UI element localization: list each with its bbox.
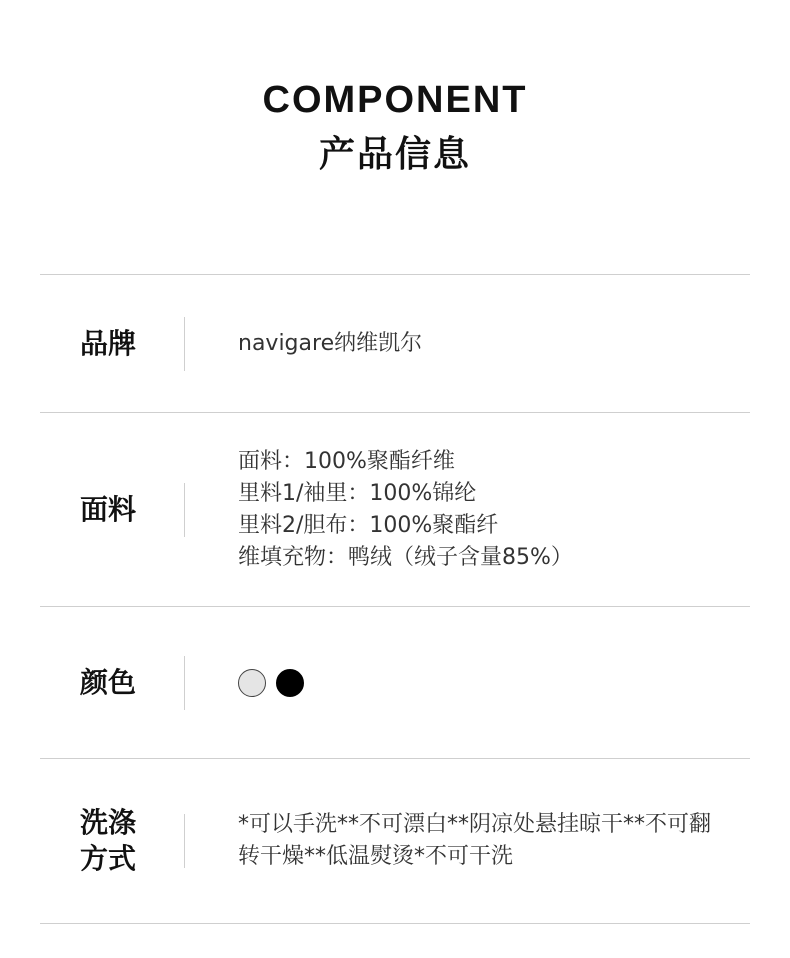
fabric-line-lining1: 里料1/袖里：100%锦纶 xyxy=(238,480,477,506)
brand-label: 品牌 xyxy=(80,326,137,360)
fabric-value-cell xyxy=(238,413,730,606)
row-fabric xyxy=(40,412,750,606)
color-label: 颜色 xyxy=(80,665,137,699)
fabric-line-lining2: 里料2/胆布：100%聚酯纤 xyxy=(238,512,499,538)
care-value-cell xyxy=(238,759,730,923)
title-english: COMPONENT xyxy=(262,79,528,121)
title-chinese: 产品信息 xyxy=(318,134,471,175)
row-divider xyxy=(184,814,185,868)
row-divider xyxy=(184,483,185,537)
row-divider xyxy=(184,656,185,710)
color-swatches xyxy=(238,669,730,697)
product-info-table xyxy=(40,274,750,924)
care-label-line1: 洗涤 xyxy=(80,806,137,839)
fabric-label: 面料 xyxy=(80,492,137,526)
care-label-line2: 方式 xyxy=(80,842,137,875)
fabric-line-filling: 维填充物：鸭绒（绒子含量85%） xyxy=(238,544,573,570)
row-divider xyxy=(184,317,185,371)
color-swatch-black[interactable] xyxy=(276,669,304,697)
care-label xyxy=(80,759,160,923)
brand-value-cell xyxy=(238,275,730,412)
page-header xyxy=(0,78,790,176)
row-color xyxy=(40,606,750,758)
row-care xyxy=(40,758,750,924)
row-brand xyxy=(40,274,750,412)
care-instructions: *可以手洗**不可漂白**阴凉处悬挂晾干**不可翻转干燥**低温熨烫*不可干洗 xyxy=(238,812,712,869)
brand-value: navigare纳维凯尔 xyxy=(238,330,423,356)
color-value-cell xyxy=(238,607,730,758)
fabric-line-outer: 面料：100%聚酯纤维 xyxy=(238,448,455,474)
color-swatch-light-gray[interactable] xyxy=(238,669,266,697)
